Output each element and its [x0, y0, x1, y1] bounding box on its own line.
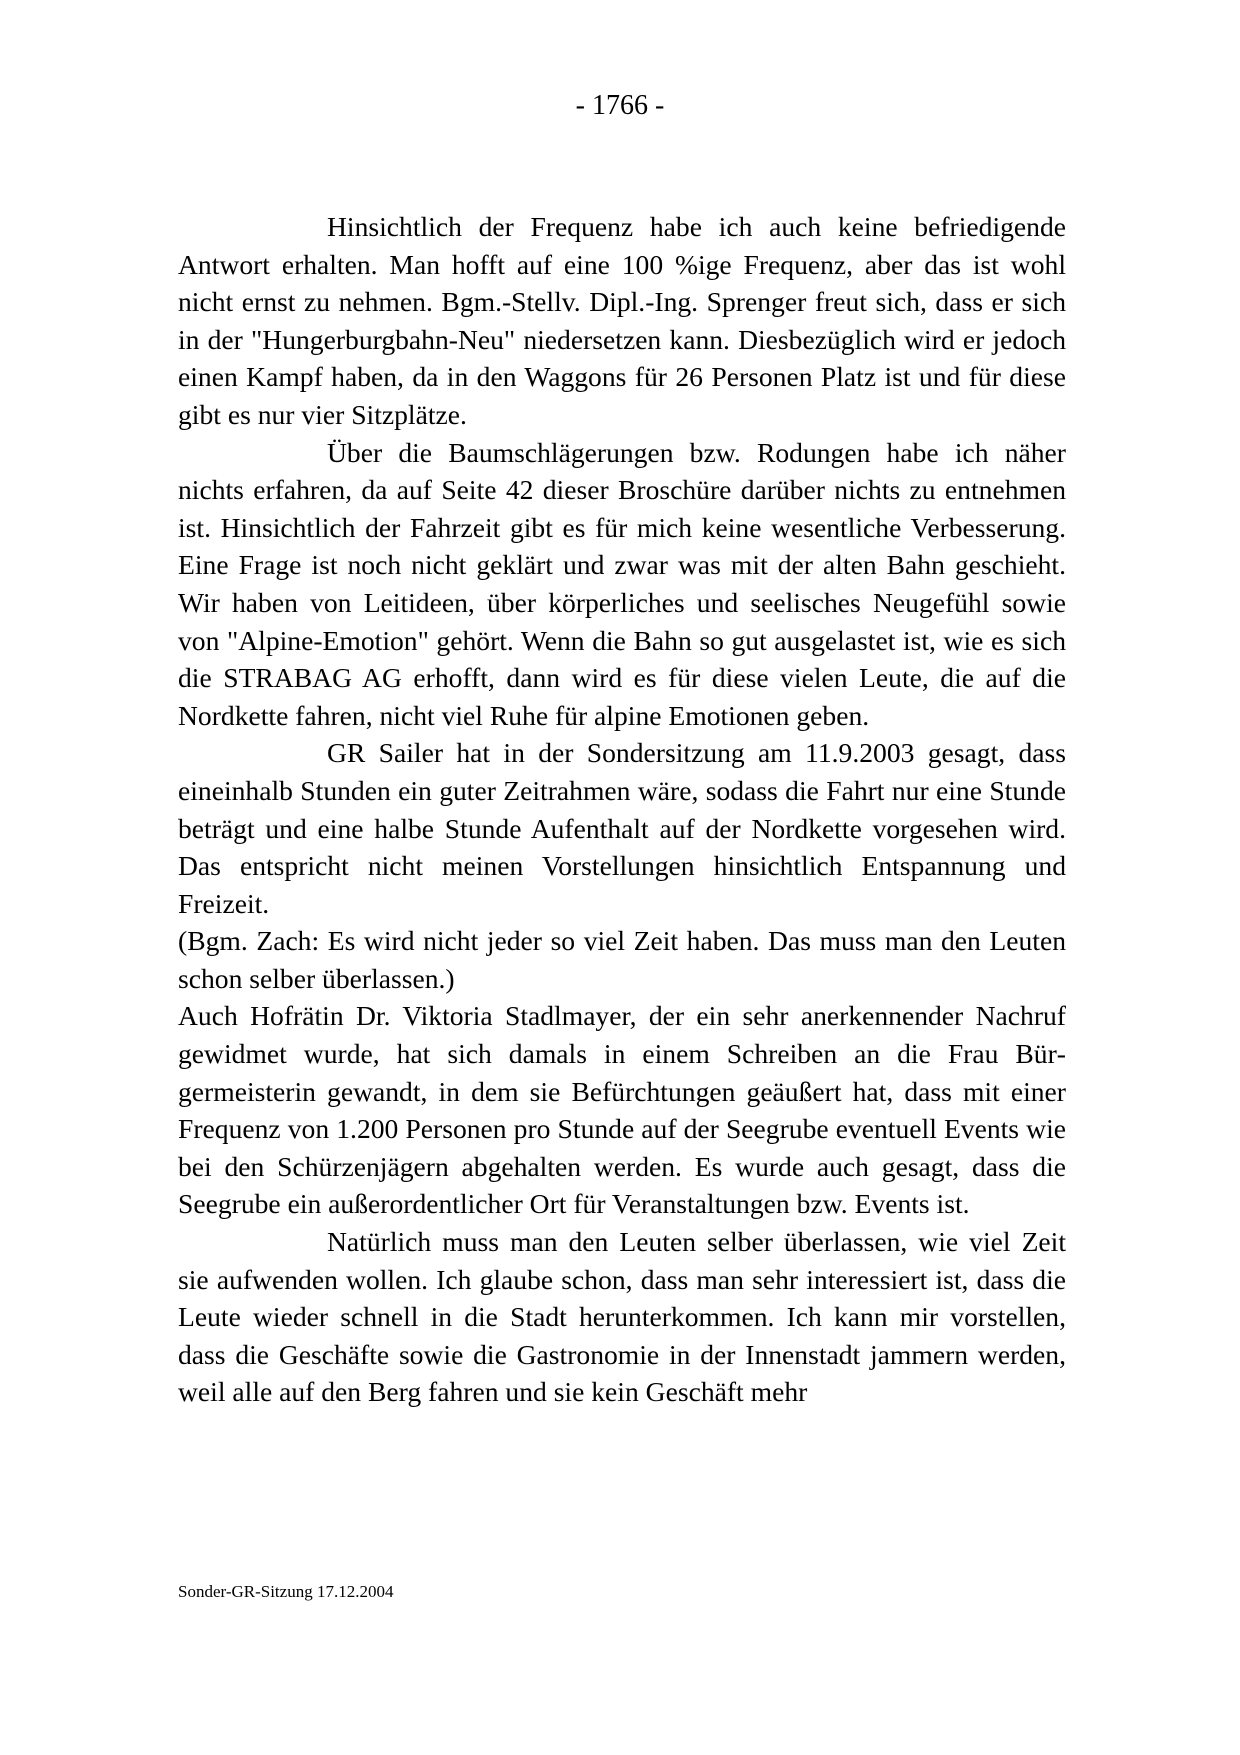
- paragraph-interjection-bgm-zach: (Bgm. Zach: Es wird nicht jeder so viel Zeit haben. Das muss man den Leuten schon selber überlassen.): [178, 925, 1066, 994]
- paragraph-gr-sailer: GR Sailer hat in der Sondersitzung am 11.9.2003 gesagt, dass eineinhalb Stunden ein guter Zeitrahmen wäre, sodass die Fahrt nur eine Stunde beträgt und eine halbe Stunde Aufenthalt auf der Nordkette vorgesehen wird. Das entspricht nicht meinen Vorstellungen hinsichtlich Entspannung und Freizeit.: [178, 737, 1066, 919]
- page-number: - 1766 -: [575, 90, 665, 121]
- paragraph-stadlmayer: Auch Hofrätin Dr. Viktoria Stadlmayer, der ein sehr anerkennender Nachruf gewidmet wurde, hat sich damals in einem Schreiben an die Frau Bürgermeisterin gewandt, in dem sie Befürchtungen geäußert hat, dass mit einer Frequenz von 1.200 Personen pro Stunde auf der Seegrube eventuell Events wie bei den Schürzenjägern abgehalten werden. Es wurde auch gesagt, dass die Seegrube ein außerordentlicher Ort für Veranstaltungen bzw. Events ist.: [178, 1000, 1066, 1220]
- document-body: [178, 208, 1066, 1411]
- paragraph-frequency: Hinsichtlich der Frequenz habe ich auch keine befriedigende Antwort erhalten. Man hofft auf eine 100 %ige Frequenz, aber das ist wohl nicht ernst zu nehmen. Bgm.-Stellv. Dipl.-Ing. Sprenger freut sich, dass er sich in der "Hungerburgbahn-Neu" niedersetzen kann. Diesbezüglich wird er jedoch einen Kampf haben, da in den Waggons für 26 Personen Platz ist und für diese gibt es nur vier Sitzplätze.: [178, 211, 1066, 430]
- paragraph-leisure-time: Natürlich muss man den Leuten selber überlassen, wie viel Zeit sie aufwenden wollen. Ich glaube schon, dass man sehr interessiert ist, dass die Leute wieder schnell in die Stadt herunterkommen. Ich kann mir vorstellen, dass die Geschäfte sowie die Gastronomie in der Innenstadt jammern werden, weil alle auf den Berg fahren und sie kein Geschäft mehr: [178, 1226, 1066, 1408]
- paragraph-tree-felling: Über die Baumschlägerungen bzw. Rodungen habe ich näher nichts erfahren, da auf Seite 42 dieser Broschüre darüber nichts zu entnehmen ist. Hinsichtlich der Fahrzeit gibt es für mich keine wesentliche Verbesserung. Eine Frage ist noch nicht geklärt und zwar was mit der alten Bahn geschieht. Wir haben von Leitideen, über körperliches und seelisches Neugefühl sowie von "Alpine-Emotion" gehört. Wenn die Bahn so gut ausgelastet ist, wie es sich die STRABAG AG erhofft, dann wird es für diese vielen Leute, die auf die Nordkette fahren, nicht viel Ruhe für alpine Emotionen geben.: [178, 436, 1066, 731]
- footer-session-label: Sonder-GR-Sitzung 17.12.2004: [178, 1582, 394, 1601]
